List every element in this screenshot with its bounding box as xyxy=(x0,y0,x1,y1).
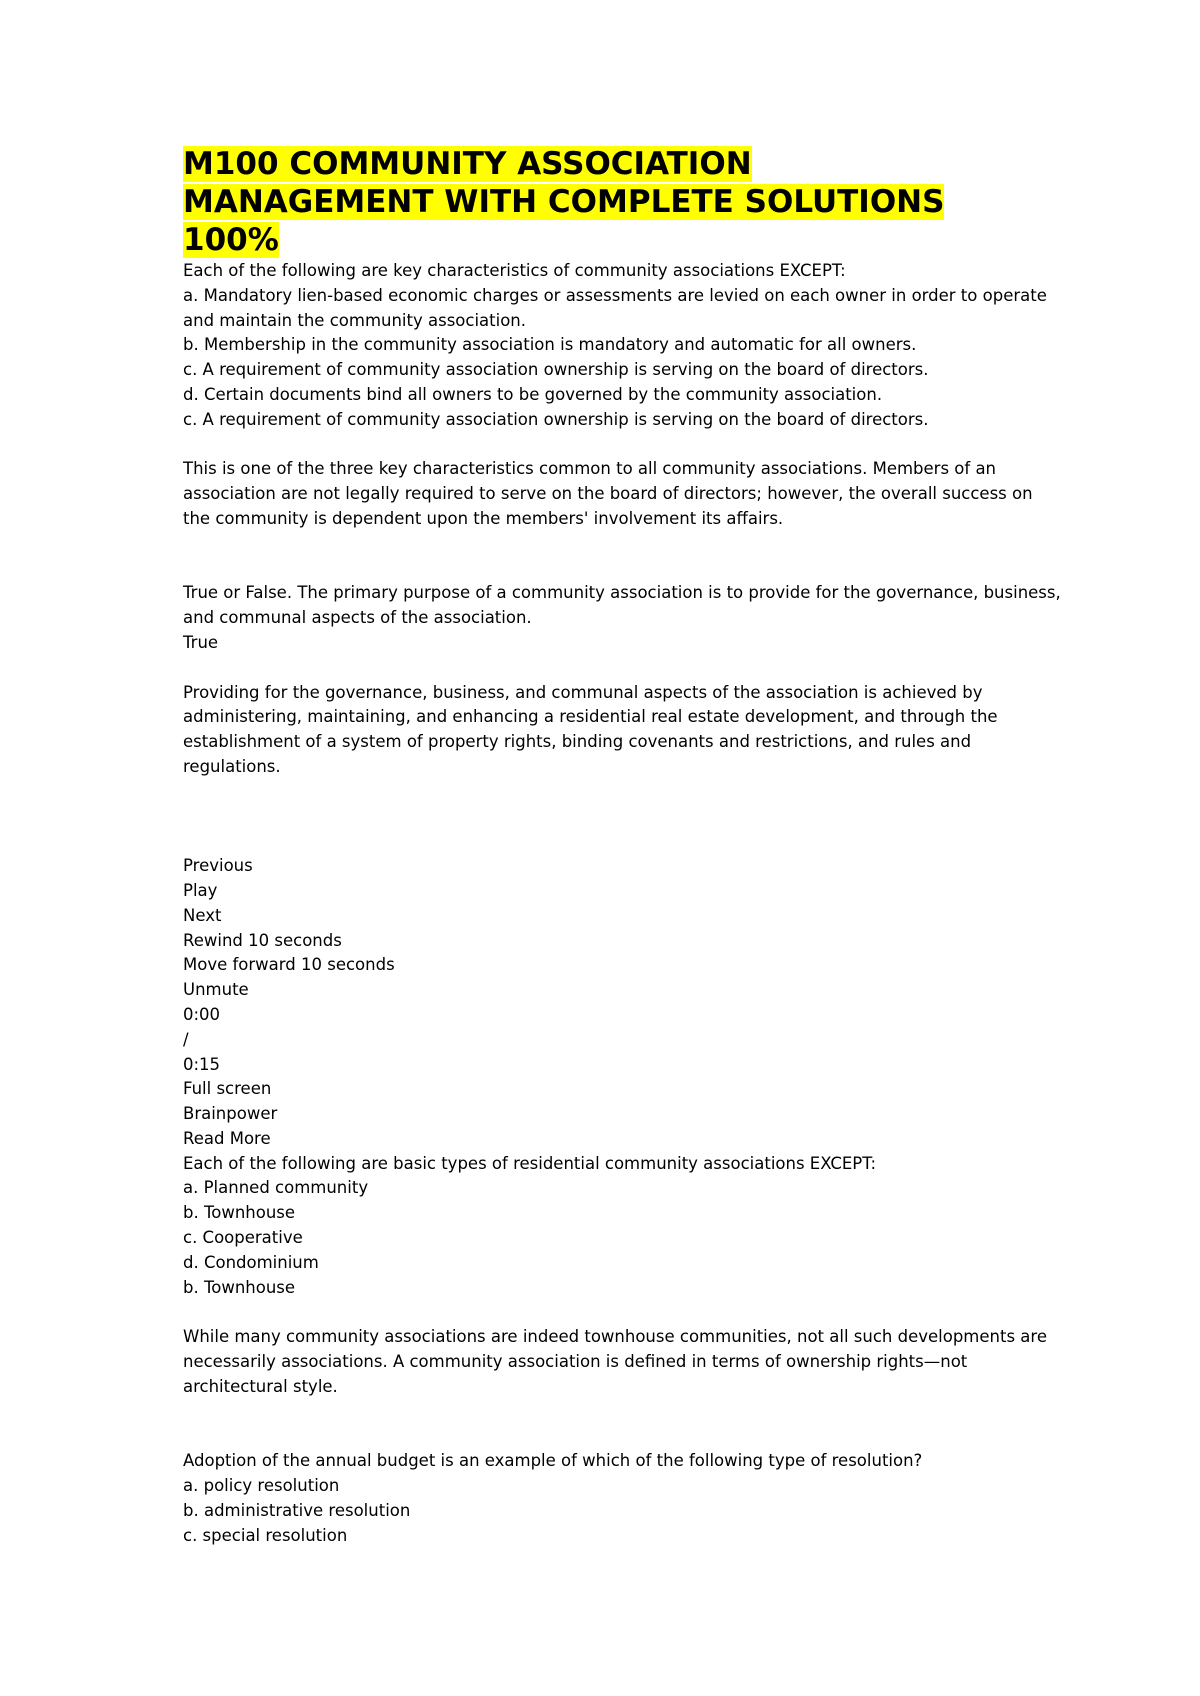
option-c: c. special resolution xyxy=(183,1525,348,1545)
next-button[interactable]: Next xyxy=(183,905,222,925)
spacer xyxy=(183,532,1063,582)
question-1 xyxy=(183,259,1063,433)
title-line-3: 100% xyxy=(183,222,279,258)
current-time: 0:00 xyxy=(183,1004,221,1024)
option-a: a. Mandatory lien-based economic charges or assessments are levied on each owner in order to operate and maintain the community association. xyxy=(183,285,1047,330)
explanation-text: While many community associations are indeed townhouse communities, not all such developments are necessarily associations. A community association is defined in terms of ownership rights—not architectural style. xyxy=(183,1327,1047,1396)
spacer xyxy=(183,1400,1063,1450)
title-line-1: M100 COMMUNITY ASSOCIATION xyxy=(183,146,752,182)
fullscreen-button[interactable]: Full screen xyxy=(183,1079,272,1099)
document-body xyxy=(183,259,1063,1548)
duration: 0:15 xyxy=(183,1054,221,1074)
title-line-2: MANAGEMENT WITH COMPLETE SOLUTIONS xyxy=(183,184,945,220)
brand-label: Brainpower xyxy=(183,1104,278,1124)
explanation-3 xyxy=(183,1325,1063,1399)
question-text: True or False. The primary purpose of a community association is to provide for the governance, business, and communal aspects of the association. xyxy=(183,583,1061,628)
forward-button[interactable]: Move forward 10 seconds xyxy=(183,955,395,975)
time-separator: / xyxy=(183,1029,189,1049)
option-d: d. Condominium xyxy=(183,1252,319,1272)
explanation-text: Providing for the governance, business, and communal aspects of the association is achieved by administering, maintaining, and enhancing a residential real estate development, and through the establishment of a system of property rights, binding covenants and restrictions, and rules and regulations. xyxy=(183,682,998,776)
question-text: Each of the following are key characteristics of community associations EXCEPT: xyxy=(183,261,846,280)
spacer xyxy=(183,780,1063,854)
document-title xyxy=(183,145,1063,259)
answer: b. Townhouse xyxy=(183,1277,296,1297)
rewind-button[interactable]: Rewind 10 seconds xyxy=(183,930,342,950)
option-c: c. A requirement of community association ownership is serving on the board of directors. xyxy=(183,360,929,380)
option-b: b. Membership in the community association is mandatory and automatic for all owners. xyxy=(183,335,917,355)
question-4 xyxy=(183,1449,1063,1548)
question-2 xyxy=(183,581,1063,655)
explanation-2 xyxy=(183,681,1063,780)
previous-button[interactable]: Previous xyxy=(183,856,253,876)
spacer xyxy=(183,433,1063,458)
spacer xyxy=(183,1300,1063,1325)
question-3 xyxy=(183,1152,1063,1301)
explanation-1 xyxy=(183,457,1063,531)
option-c: c. Cooperative xyxy=(183,1228,303,1248)
read-more-link[interactable]: Read More xyxy=(183,1128,271,1148)
play-button[interactable]: Play xyxy=(183,880,218,900)
video-player-controls xyxy=(183,854,1063,1152)
option-b: b. administrative resolution xyxy=(183,1500,411,1520)
option-b: b. Townhouse xyxy=(183,1203,296,1223)
option-d: d. Certain documents bind all owners to be governed by the community association. xyxy=(183,384,883,404)
option-a: a. Planned community xyxy=(183,1178,369,1198)
question-text: Adoption of the annual budget is an example of which of the following type of resolution? xyxy=(183,1451,923,1471)
spacer xyxy=(183,656,1063,681)
explanation-text: This is one of the three key characteristics common to all community associations. Members of an association are not legally required to serve on the board of directors; however, the overall success on the community is dependent upon the members' involvement its affairs. xyxy=(183,459,1033,528)
answer: c. A requirement of community association ownership is serving on the board of directors. xyxy=(183,409,929,429)
unmute-button[interactable]: Unmute xyxy=(183,980,249,1000)
answer: True xyxy=(183,632,219,652)
option-a: a. policy resolution xyxy=(183,1476,340,1496)
document-content xyxy=(183,145,1063,1548)
question-text: Each of the following are basic types of residential community associations EXCEPT: xyxy=(183,1153,877,1173)
